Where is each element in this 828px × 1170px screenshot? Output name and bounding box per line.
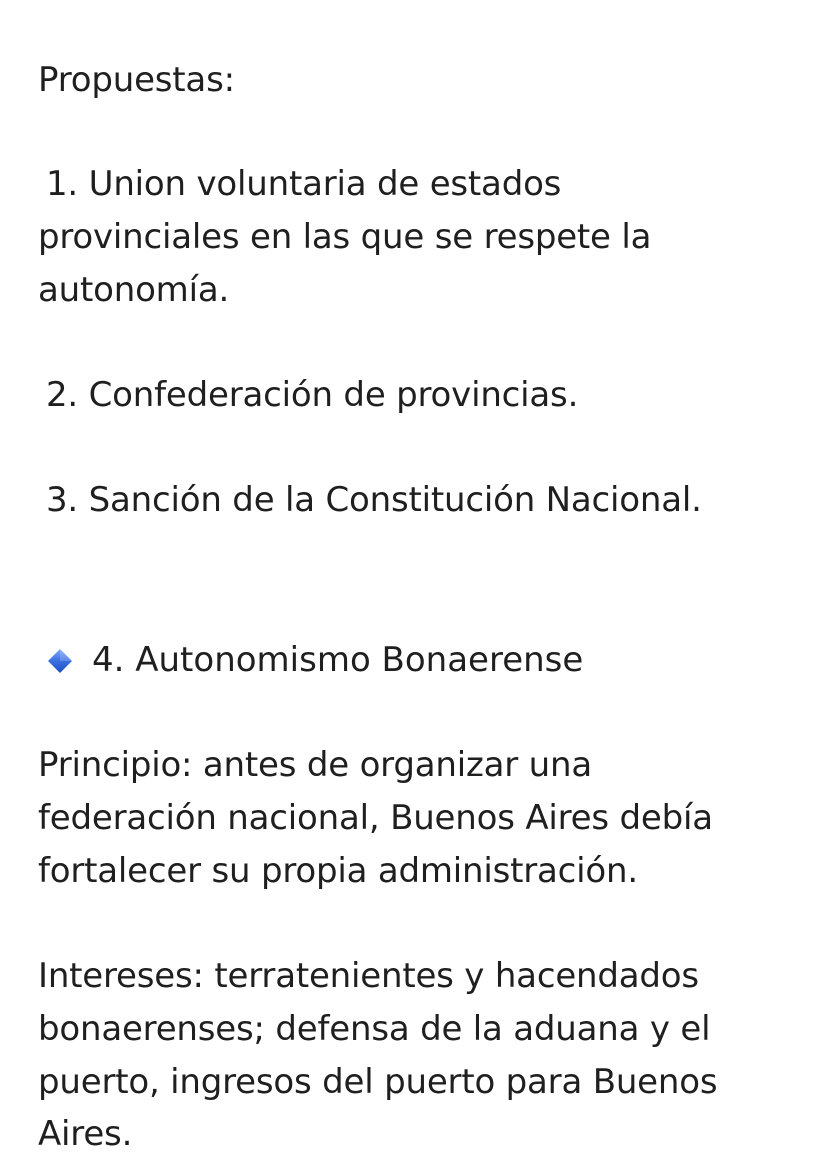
propuesta-1-line-3: autonomía.	[38, 270, 230, 310]
principio-line-3: fortalecer su propia administración.	[38, 851, 638, 891]
intereses-line-2: bonaerenses; defensa de la aduana y el	[38, 1009, 711, 1049]
principio-line-2: federación nacional, Buenos Aires debía	[38, 798, 713, 838]
blue-diamond-icon	[46, 647, 74, 675]
propuesta-1-line-1: 1. Union voluntaria de estados	[46, 164, 562, 204]
propuesta-2: 2. Confederación de provincias.	[46, 375, 579, 415]
propuesta-3: 3. Sanción de la Constitución Nacional.	[46, 480, 702, 520]
intereses-line-3: puerto, ingresos del puerto para Buenos	[38, 1062, 718, 1102]
propuesta-1-line-2: provinciales en las que se respete la	[38, 217, 652, 257]
propuestas-heading: Propuestas:	[38, 60, 235, 100]
autonomismo-title: 4. Autonomismo Bonaerense	[92, 640, 584, 680]
intereses-line-4: Aires.	[38, 1114, 133, 1154]
intereses-line-1: Intereses: terratenientes y hacendados	[38, 956, 699, 996]
principio-line-1: Principio: antes de organizar una	[38, 745, 592, 785]
